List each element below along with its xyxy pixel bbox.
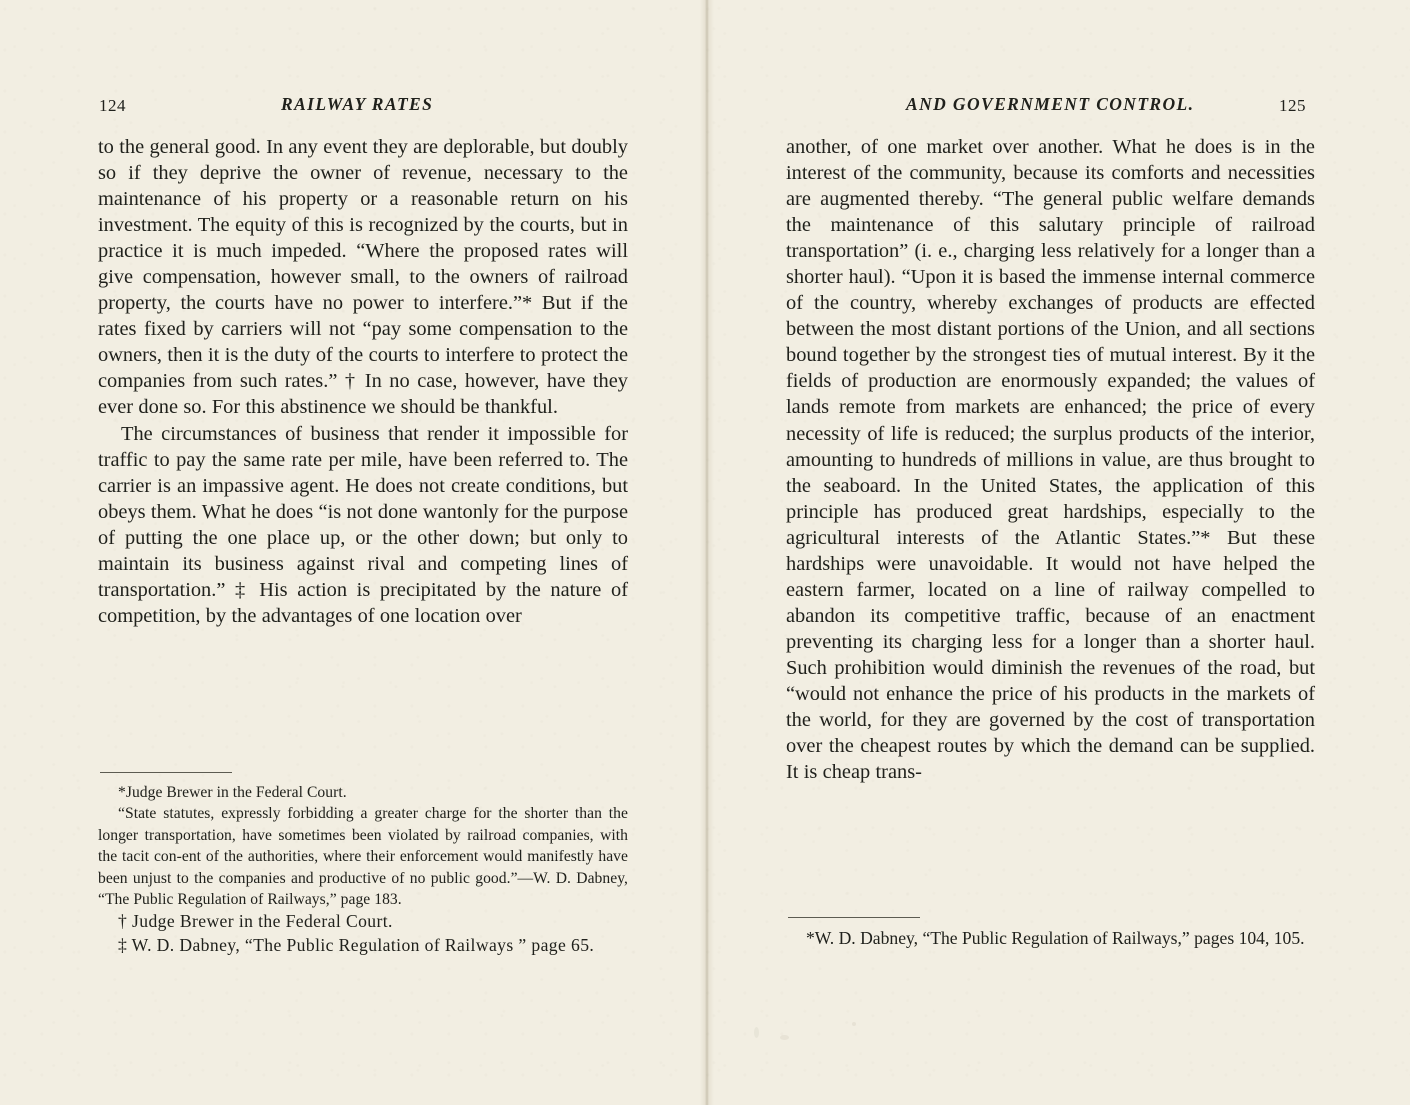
paragraph: The circumstances of business that render it impossible for traffic to pay the same rate per mile, have been referred to. The carrier is an impassive agent. He does not create conditions, but obeys them. What he does “is not done wantonly for the purpose of putting the one place up, or the other down; but only to maintain its business against rival and competing lines of transportation.” ‡ His action is precipitated by the nature of competition, by the advantages of one location over — [98, 422, 628, 627]
page-number-right: 125 — [1279, 96, 1306, 115]
footnote-asterisk: *Judge Brewer in the Federal Court. — [118, 784, 347, 801]
paragraph: to the general good. In any event they are deplorable, but doubly so if they deprive the owner of revenue, necessary to the maintenance of his property or a reasonable return on his investment. The equity of this is recognized by the courts, but in practice it is much impeded. “Where the proposed rates will give compensation, however small, to the owners of railroad property, the courts have no power to interfere.”* But if the rates fixed by carriers will not “pay some compensation to the owners, then it is the duty of the courts to interfere to protect the companies from such rates.” † In no case, however, have they ever done so. For this abstinence we should be thankful. — [98, 136, 628, 419]
paper-speck — [780, 1035, 789, 1040]
page-number-left: 124 — [99, 96, 126, 115]
page-right-125 — [705, 0, 1410, 1105]
body-text-right — [786, 134, 1315, 785]
footnote-asterisk: *W. D. Dabney, “The Public Regulation of Railways,” pages 104, 105. — [806, 928, 1305, 948]
footnote-block-right — [786, 917, 1315, 951]
paper-speck — [754, 1027, 759, 1038]
footnote-block-left — [98, 772, 628, 958]
body-text-left — [98, 134, 628, 629]
footnote-double-dagger: ‡ W. D. Dabney, “The Public Regulation of Railways ” page 65. — [118, 935, 595, 956]
footnote-quotation: “State statutes, expressly forbidding a greater charge for the shorter than the longer transportation, have sometimes been violated by railroad companies, with the tacit con-ent of the authorities, where their enforcement would manifestly have been unjust to the companies and productive of no public good.”—W. D. Dabney, “The Public Regulation of Railways,” page 183. — [98, 805, 628, 909]
running-head-right: AND GOVERNMENT CONTROL. — [906, 94, 1195, 114]
paragraph: another, of one market over another. What he does is in the interest of the community, because its comforts and necessities are augmented thereby. “The general public welfare demands the maintenance of this salutary principle of railroad transportation” (i. e., charging less relatively for a longer than a shorter haul). “Upon it is based the immense internal commerce of the country, whereby exchanges of products are effected between the most distant portions of the Union, and all sections bound together by the strongest ties of mutual interest. By it the fields of production are enormously expanded; the values of lands remote from markets are enhanced; the price of every necessity of life is reduced; the surplus products of the interior, amounting to hundreds of millions in value, are thus brought to the seaboard. In the United States, the application of this principle has produced great hardships, especially to the agricultural interests of the Atlantic States.”* But these hardships were unavoidable. It would not have helped the eastern farmer, located on a line of railway compelled to abandon its competitive traffic, because of an enactment preventing its charging less for a longer than a shorter haul. Such prohibition would diminish the revenues of the road, but “would not enhance the price of his products in the markets of the world, for they are governed by the cost of transportation over the cheapest routes by which the demand can be supplied. It is cheap trans- — [786, 136, 1315, 784]
running-head-left: RAILWAY RATES — [281, 94, 434, 114]
paper-speck — [852, 1022, 856, 1026]
footnote-separator-rule — [788, 917, 920, 918]
footnote-dagger: † Judge Brewer in the Federal Court. — [118, 911, 393, 932]
footnote-separator-rule — [100, 772, 232, 773]
